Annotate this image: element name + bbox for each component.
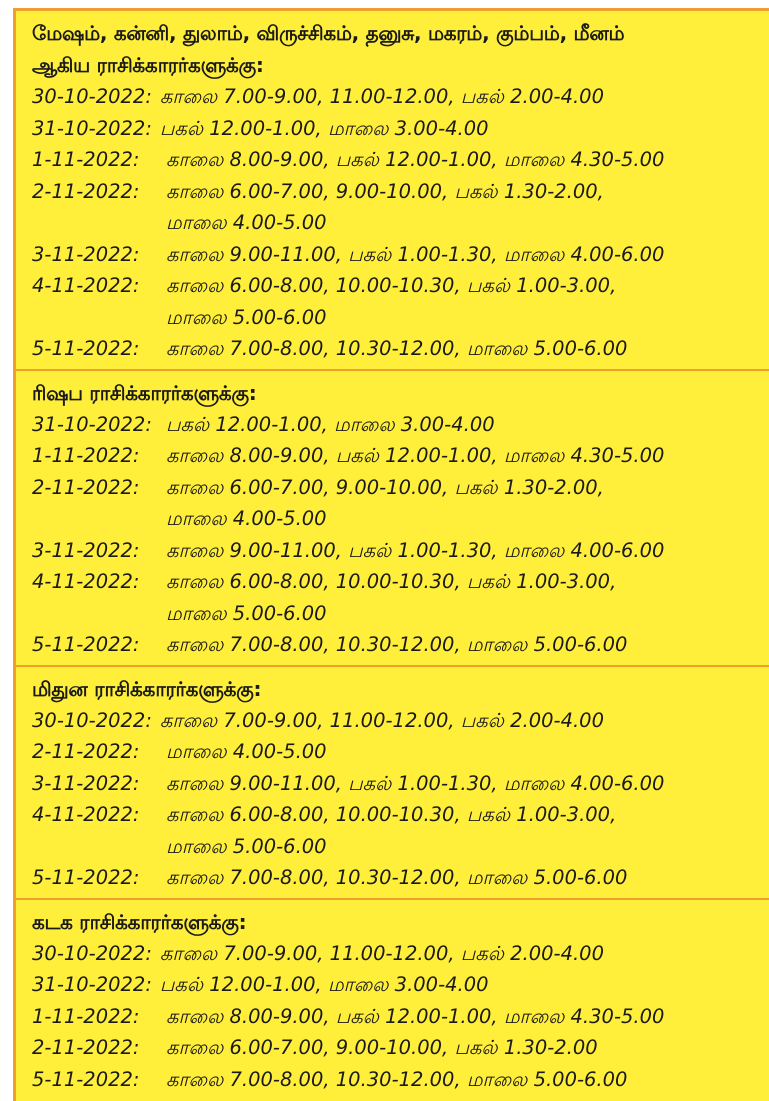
timing-date: 1-11-2022: xyxy=(32,444,140,467)
timing-row xyxy=(16,144,769,176)
rasi-section xyxy=(16,371,769,667)
timing-slots: காலை 7.00-8.00, 10.30-12.00, மாலை 5.00-6.00 xyxy=(166,1067,628,1091)
timing-slots: காலை 8.00-9.00, பகல் 12.00-1.00, மாலை 4.30-5.00 xyxy=(166,444,665,467)
timing-row xyxy=(16,81,769,113)
timing-slots: மாலை 4.00-5.00 xyxy=(166,740,327,763)
timing-date: 30-10-2022: xyxy=(32,85,152,108)
rasi-section xyxy=(16,11,769,371)
timing-row xyxy=(16,472,769,504)
timing-row xyxy=(16,566,769,598)
timing-date: 1-11-2022: xyxy=(32,1004,140,1028)
timing-date: 4-11-2022: xyxy=(32,274,140,297)
timing-slots: காலை 6.00-8.00, 10.00-10.30, பகல் 1.00-3.00, xyxy=(166,274,617,297)
timing-slots: காலை 7.00-9.00, 11.00-12.00, பகல் 2.00-4.00 xyxy=(159,85,604,108)
timing-date: 5-11-2022: xyxy=(32,633,140,656)
timing-row xyxy=(16,176,769,208)
timing-date: 3-11-2022: xyxy=(32,538,140,562)
timing-row xyxy=(16,113,769,145)
timing-row xyxy=(16,270,769,302)
timing-slots: காலை 7.00-9.00, 11.00-12.00, பகல் 2.00-4.00 xyxy=(159,708,604,732)
timing-date: 30-10-2022: xyxy=(32,708,152,732)
section-heading: கடக ராசிக்காரர்களுக்கு: xyxy=(32,909,247,934)
timing-slots-continued: மாலை 5.00-6.00 xyxy=(166,601,327,625)
timing-date: 2-11-2022: xyxy=(32,740,140,763)
timing-slots: காலை 6.00-7.00, 9.00-10.00, பகல் 1.30-2.00 xyxy=(166,1036,598,1059)
timing-slots: காலை 6.00-8.00, 10.00-10.30, பகல் 1.00-3.00, xyxy=(166,803,617,826)
timing-date: 2-11-2022: xyxy=(32,179,140,203)
timing-date: 30-10-2022: xyxy=(32,941,152,965)
timing-row xyxy=(16,768,769,800)
timing-row xyxy=(16,799,769,831)
timing-date: 1-11-2022: xyxy=(32,148,140,171)
rasi-section xyxy=(16,900,769,1100)
timing-date: 2-11-2022: xyxy=(32,475,140,499)
timing-slots: பகல் 12.00-1.00, மாலை 3.00-4.00 xyxy=(166,412,495,436)
timing-row xyxy=(16,535,769,567)
timing-row xyxy=(16,333,769,365)
timing-row xyxy=(16,1064,769,1096)
section-heading: ஆகிய ராசிக்காரர்களுக்கு: xyxy=(32,53,264,77)
timing-date: 2-11-2022: xyxy=(32,1036,140,1059)
timing-row xyxy=(16,1032,769,1064)
timing-date: 31-10-2022: xyxy=(32,116,152,140)
timing-date: 5-11-2022: xyxy=(32,337,140,360)
timing-date: 3-11-2022: xyxy=(32,242,140,266)
timing-slots: பகல் 12.00-1.00, மாலை 3.00-4.00 xyxy=(159,973,489,996)
horoscope-timings-box xyxy=(13,8,769,1101)
section-heading: மிதுன ராசிக்காரர்களுக்கு: xyxy=(32,676,262,701)
timing-date: 5-11-2022: xyxy=(32,1067,140,1091)
section-heading: ரிஷப ராசிக்காரர்களுக்கு: xyxy=(32,380,257,405)
timing-slots: காலை 6.00-7.00, 9.00-10.00, பகல் 1.30-2.00, xyxy=(166,179,604,203)
timing-slots: காலை 9.00-11.00, பகல் 1.00-1.30, மாலை 4.00-6.00 xyxy=(166,242,665,266)
timing-slots: காலை 7.00-8.00, 10.30-12.00, மாலை 5.00-6.00 xyxy=(166,866,628,889)
timing-row xyxy=(16,1001,769,1033)
timing-slots: காலை 7.00-8.00, 10.30-12.00, மாலை 5.00-6.00 xyxy=(166,337,628,360)
timing-date: 3-11-2022: xyxy=(32,771,140,795)
section-heading: மேஷம், கன்னி, துலாம், விருச்சிகம், தனுசு, மகரம், கும்பம், மீனம் xyxy=(32,21,625,45)
timing-row xyxy=(16,629,769,661)
timing-slots: காலை 7.00-9.00, 11.00-12.00, பகல் 2.00-4.00 xyxy=(159,941,604,965)
timing-row xyxy=(16,705,769,737)
timing-row xyxy=(16,409,769,441)
timing-date: 4-11-2022: xyxy=(32,803,140,826)
timing-slots-continued: மாலை 4.00-5.00 xyxy=(166,211,327,234)
timing-date: 5-11-2022: xyxy=(32,866,140,889)
timing-row xyxy=(16,440,769,472)
timing-row xyxy=(16,862,769,894)
timing-slots-continued: மாலை 4.00-5.00 xyxy=(166,507,327,530)
timing-date: 31-10-2022: xyxy=(32,412,152,436)
timing-slots: காலை 8.00-9.00, பகல் 12.00-1.00, மாலை 4.30-5.00 xyxy=(166,148,665,171)
timing-date: 31-10-2022: xyxy=(32,973,152,996)
timing-slots: காலை 9.00-11.00, பகல் 1.00-1.30, மாலை 4.00-6.00 xyxy=(166,538,665,562)
timing-slots: காலை 9.00-11.00, பகல் 1.00-1.30, மாலை 4.00-6.00 xyxy=(166,771,665,795)
timing-row xyxy=(16,969,769,1001)
timing-row xyxy=(16,239,769,271)
timing-slots: பகல் 12.00-1.00, மாலை 3.00-4.00 xyxy=(159,116,489,140)
timing-date: 4-11-2022: xyxy=(32,570,140,593)
timing-slots-continued: மாலை 5.00-6.00 xyxy=(166,834,327,858)
rasi-section xyxy=(16,667,769,900)
timing-slots: காலை 6.00-7.00, 9.00-10.00, பகல் 1.30-2.00, xyxy=(166,475,604,499)
timing-slots: காலை 7.00-8.00, 10.30-12.00, மாலை 5.00-6.00 xyxy=(166,633,628,656)
timing-slots: காலை 6.00-8.00, 10.00-10.30, பகல் 1.00-3.00, xyxy=(166,570,617,593)
timing-row xyxy=(16,736,769,768)
timing-slots: காலை 8.00-9.00, பகல் 12.00-1.00, மாலை 4.30-5.00 xyxy=(166,1004,665,1028)
timing-slots-continued: மாலை 5.00-6.00 xyxy=(166,305,327,329)
timing-row xyxy=(16,938,769,970)
